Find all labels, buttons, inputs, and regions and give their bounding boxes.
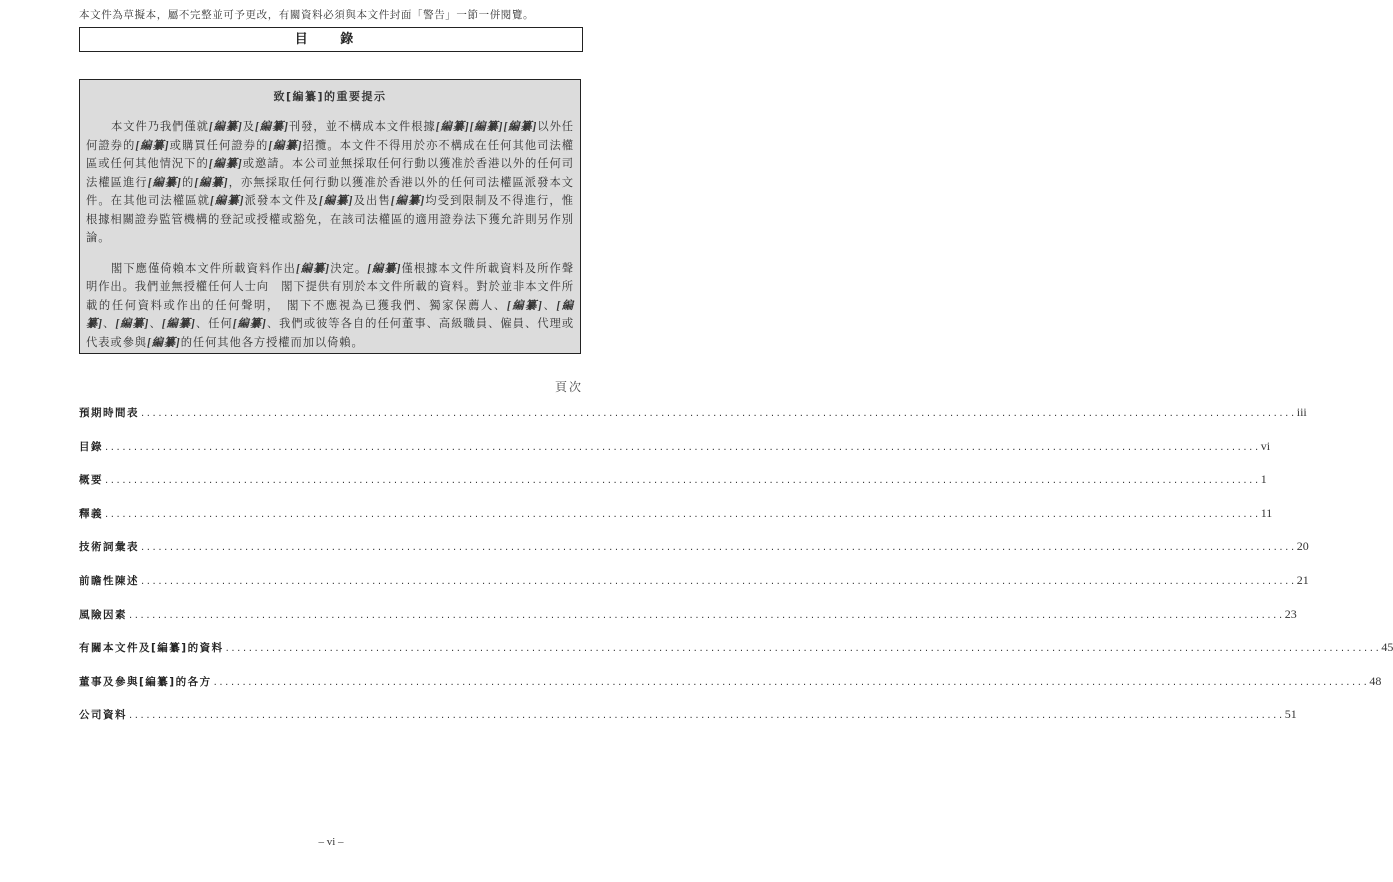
- notice-text: 的: [181, 176, 195, 189]
- toc-leader-dots: ........................................................................................................................................................................................................: [141, 575, 1297, 587]
- toc-leader-dots: ........................................................................................................................................................................................................: [129, 710, 1285, 722]
- toc-entry[interactable]: [79, 472, 1267, 506]
- toc-leader-dots: ........................................................................................................................................................................................................: [225, 643, 1382, 655]
- toc-entry[interactable]: [79, 405, 1307, 439]
- notice-text: 、我們或彼等各自的任何董事、高級職員、僱員、代理或代表或參與: [86, 318, 575, 349]
- toc-entry[interactable]: [79, 505, 1273, 540]
- toc-entry-title: 董事及參與[編纂]的各方: [79, 675, 212, 688]
- redacted-term: [編纂]: [161, 318, 196, 330]
- redacted-term: [編纂]: [208, 158, 243, 170]
- redacted-term: [編纂]: [210, 195, 245, 207]
- redacted-term: [編纂]: [135, 139, 170, 152]
- notice-text: 派發本文件及: [244, 195, 320, 207]
- notice-text: 閣下應僅倚賴本文件所載資料作出: [111, 262, 296, 275]
- toc-page-number: 21: [1296, 572, 1309, 587]
- toc-leader-dots: ........................................................................................................................................................................................................: [213, 676, 1370, 688]
- toc-leader-dots: ........................................................................................................................................................................................................: [141, 542, 1297, 554]
- redacted-term: [編纂]: [147, 176, 182, 189]
- toc-entry-title: 技術詞彙表: [79, 541, 139, 554]
- redacted-term: [編纂]: [86, 299, 575, 330]
- notice-text: 以外任何證券的: [86, 121, 575, 152]
- page-column-label: 頁次: [554, 380, 583, 394]
- toc-leader-dots: ........................................................................................................................................................................................................: [105, 441, 1261, 453]
- toc-page-number: 45: [1381, 640, 1393, 655]
- notice-text: 及出售: [353, 195, 391, 207]
- redacted-term: [編纂]: [208, 121, 243, 133]
- toc-entry-title: 釋義: [79, 507, 103, 520]
- notice-heading: 致[編纂]的重要提示: [273, 90, 387, 103]
- notice-text: 刊發，並不構成本文件根據: [288, 121, 436, 133]
- redacted-term: [編纂]: [115, 318, 150, 330]
- draft-notice: 本文件為草擬本，屬不完整並可予更改，有關資料必須與本文件封面「警告」一節一併閱覽。: [79, 10, 535, 21]
- redacted-term: [編纂]: [268, 139, 303, 152]
- toc-entry[interactable]: [79, 640, 1393, 674]
- toc-page-number: iii: [1296, 405, 1307, 419]
- notice-text: 及: [242, 121, 256, 133]
- toc-entry-title: 概要: [79, 474, 103, 487]
- toc-page-number: vi: [1260, 438, 1271, 453]
- toc-entry[interactable]: [79, 606, 1297, 641]
- notice-text: 決定。: [330, 262, 368, 275]
- toc-page-number: 11: [1260, 505, 1273, 520]
- toc-leader-dots: ........................................................................................................................................................................................................: [105, 475, 1261, 487]
- toc-page-number: 51: [1284, 707, 1297, 722]
- notice-text: 的任何其他各方授權而加以倚賴。: [180, 336, 364, 349]
- toc-entry[interactable]: [79, 673, 1382, 708]
- page-title: 目 錄: [79, 27, 583, 52]
- redacted-term: [編纂]: [232, 318, 267, 330]
- toc-entry[interactable]: [79, 438, 1271, 473]
- toc-leader-dots: ........................................................................................................................................................................................................: [129, 609, 1285, 621]
- toc-entry-title: 風險因素: [79, 608, 127, 621]
- toc-page-number: 20: [1296, 539, 1309, 554]
- notice-paragraph: [86, 260, 574, 353]
- redacted-term: [編纂][編纂][編纂]: [435, 121, 538, 133]
- page-number-footer: – vi –: [318, 836, 344, 848]
- notice-text: 或邀請。本公司並無採取任何行動以獲准於香港以外的任何司法權區進行: [86, 158, 574, 189]
- notice-text: 、任何: [195, 318, 233, 330]
- notice-text: 本文件乃我們僅就: [111, 121, 209, 133]
- notice-text: ，亦無採取任何行動以獲准於香港以外的任何司法權區派發本文件。在其他司法權區就: [86, 176, 575, 207]
- notice-paragraph: [86, 118, 574, 248]
- toc-entry-title: 有關本文件及[編纂]的資料: [79, 642, 224, 655]
- toc-entry[interactable]: [79, 572, 1309, 607]
- notice-text: 、: [102, 318, 116, 330]
- toc-page-number: 23: [1284, 606, 1297, 621]
- notice-text: 僅根據本文件所載資料及所作聲明作出。我們並無授權任何人士向 閣下提供有別於本文件所載的資料。對於並非本文件所載的任何資料或作出的任何聲明， 閣下不應視為已獲我們、獨家保薦人、: [86, 262, 574, 312]
- toc-entry-title: 預期時間表: [79, 407, 139, 419]
- toc-leader-dots: ........................................................................................................................................................................................................: [141, 408, 1297, 419]
- redacted-term: [編纂]: [367, 262, 402, 275]
- toc-leader-dots: ........................................................................................................................................................................................................: [105, 508, 1261, 520]
- redacted-term: [編纂]: [506, 299, 543, 312]
- notice-text: 招攬。本文件不得用於亦不構成在任何其他司法權區或任何其他情況下的: [86, 139, 575, 170]
- toc-entry-title: 前瞻性陳述: [79, 574, 139, 587]
- table-of-contents: [79, 405, 1393, 741]
- redacted-term: [編纂]: [147, 336, 181, 349]
- important-notice-box: [79, 79, 581, 354]
- redacted-term: [編纂]: [295, 262, 331, 275]
- toc-entry[interactable]: [79, 707, 1297, 741]
- redacted-term: [編纂]: [390, 195, 426, 207]
- notice-text: 、: [149, 318, 162, 330]
- notice-body: [86, 118, 574, 352]
- notice-text: 均受到限制及不得進行，惟根據相關證券監管機構的登記或授權或豁免，在該司法權區的適用證券法下獲允許則另作別論。: [86, 195, 574, 244]
- toc-page-number: 48: [1369, 673, 1382, 688]
- toc-entry-title: 目錄: [79, 440, 103, 453]
- redacted-term: [編纂]: [319, 195, 354, 207]
- toc-page-number: 1: [1260, 472, 1267, 487]
- redacted-term: [編纂]: [255, 121, 289, 133]
- toc-entry[interactable]: [79, 539, 1309, 573]
- notice-text: 、: [542, 299, 557, 312]
- toc-entry-title: 公司資料: [79, 709, 127, 722]
- notice-text: 或購買任何證券的: [169, 139, 269, 152]
- redacted-term: [編纂]: [194, 176, 229, 189]
